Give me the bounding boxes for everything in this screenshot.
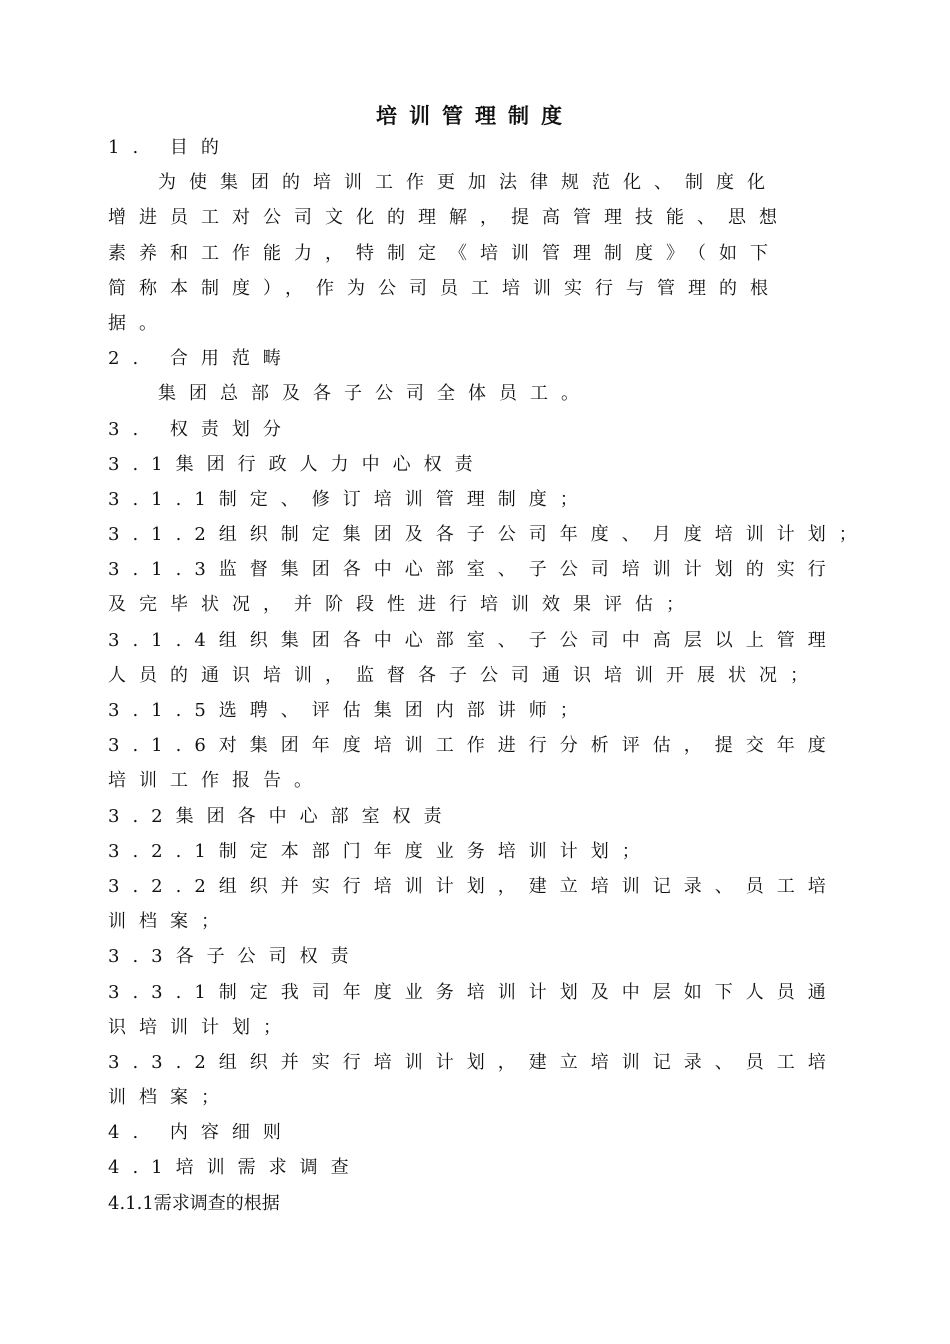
text-line: 3.3各子公司权责 [108, 946, 362, 968]
text-line: 人员的通识培训，监督各子公司通识培训开展状况； [108, 664, 821, 686]
text-line: 识培训计划； [108, 1016, 294, 1038]
text-line: 3.1.6对集团年度培训工作进行分析评估，提交年度 [108, 735, 839, 757]
text-line: 及完毕状况，并阶段性进行培训效果评估； [108, 594, 697, 616]
text-line: 3.1.3监督集团各中心部室、子公司培训计划的实行 [108, 559, 839, 581]
text-line: 训档案； [108, 1087, 232, 1109]
text-line: 3.2.1制定本部门年度业务培训计划； [108, 840, 653, 862]
text-line: 3.1集团行政人力中心权责 [108, 453, 486, 475]
text-line: 集团总部及各子公司全体员工。 [158, 383, 592, 405]
text-line: 3.3.2组织并实行培训计划，建立培训记录、员工培 [108, 1051, 839, 1073]
text-line: 3.1.1制定、修订培训管理制度； [108, 488, 591, 510]
document-body [108, 130, 870, 1221]
text-line: 4. 内容细则 [108, 1122, 294, 1144]
text-line: 据。 [108, 312, 170, 334]
text-line: 3.3.1制定我司年度业务培训计划及中层如下人员通 [108, 981, 839, 1003]
text-line: 2. 合用范畴 [108, 348, 294, 370]
text-line: 训档案； [108, 911, 232, 933]
text-line: 3.1.2组织制定集团及各子公司年度、月度培训计划； [108, 524, 870, 546]
text-line: 增进员工对公司文化的理解，提高管理技能、思想 [108, 207, 790, 229]
text-line: 4.1培训需求调查 [108, 1157, 362, 1179]
text-line: 3. 权责划分 [108, 418, 294, 440]
document-title: 培训管理制度 [376, 104, 574, 128]
text-line: 培训工作报告。 [108, 770, 325, 792]
text-line: 3.1.5选聘、评估集团内部讲师； [108, 700, 591, 721]
text-line: 简称本制度），作为公司员工培训实行与管理的根 [108, 277, 781, 299]
text-line: 3.2集团各中心部室权责 [108, 805, 455, 827]
text-line: 3.1.4组织集团各中心部室、子公司中高层以上管理 [108, 629, 839, 651]
text-line: 素养和工作能力，特制定《培训管理制度》（如下 [108, 242, 781, 264]
text-line: 1. 目的 [108, 137, 232, 158]
text-line: 3.2.2组织并实行培训计划，建立培训记录、员工培 [108, 875, 839, 897]
text-line: 为使集团的培训工作更加法律规范化、制度化 [158, 172, 778, 194]
text-line: 4.1.1需求调查的根据 [108, 1192, 280, 1214]
